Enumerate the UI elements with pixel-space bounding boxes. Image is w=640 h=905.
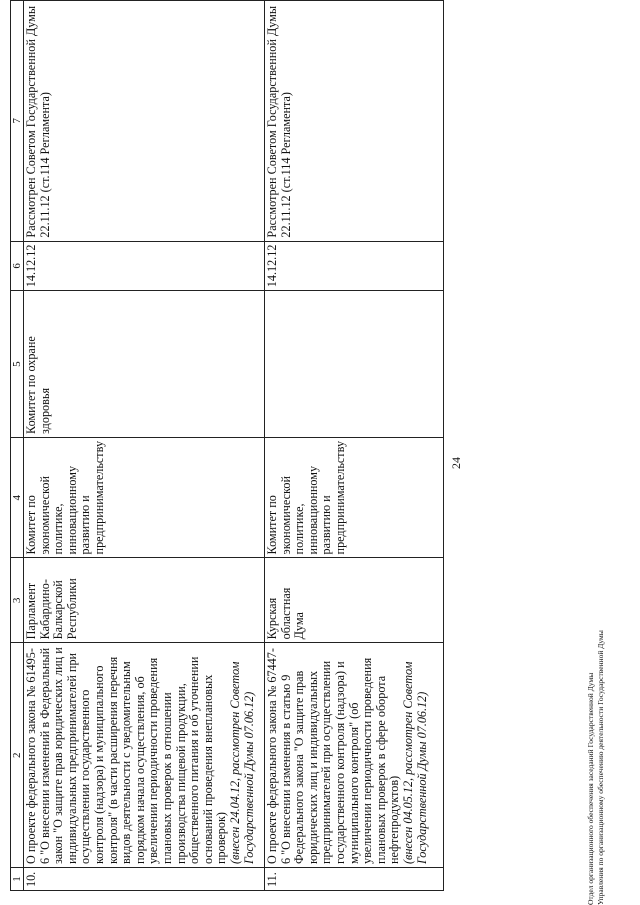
bills-table [10, 0, 444, 891]
row-number: 10. [24, 868, 265, 891]
review-date: 14.12.12 [265, 241, 444, 291]
column-header-3: 3 [11, 558, 24, 643]
column-header-6: 6 [11, 241, 24, 291]
page-number: 24 [449, 457, 463, 469]
bill-description: О проекте федерального закона № 67447-6 "О внесении изменения в статью 9 Федерального закона "О защите прав юридических лиц и индивидуальных предпринимателей при осуществлении государственного контроля (надзора) и муниципального контроля" (об увеличении периодичности проведения плановых проверок в сфере оборота нефтепродуктов) [265, 648, 402, 865]
column-header-4: 4 [11, 437, 24, 558]
row-number: 11. [265, 868, 444, 891]
bill-note: (внесен 24.04.12, рассмотрен Советом Государственной Думы 07.06.12) [227, 661, 256, 865]
initiator: Парламент Кабардино-Балкарской Республики [24, 558, 265, 643]
review-status: Рассмотрен Советом Государственной Думы 22.11.12 (ст.114 Регламента) [24, 1, 265, 242]
table-row [24, 1, 265, 891]
bill-description-cell [24, 643, 265, 868]
column-header-2: 2 [11, 643, 24, 868]
bill-description-cell [265, 643, 444, 868]
review-date: 14.12.12 [24, 241, 265, 291]
table-row [265, 1, 444, 891]
column-header-5: 5 [11, 291, 24, 438]
bill-note: (внесен 04.05.12, рассмотрен Советом Государственной Думы 07.06.12) [400, 661, 429, 865]
column-header-7: 7 [11, 1, 24, 242]
bill-description: О проекте федерального закона № 61495-6 "О внесении изменений в Федеральный закон "О защите прав юридических лиц и индивидуальных предпринимателей при осуществлении государственного контроля (надзора) и муниципального контроля" (в части расширения перечня видов деятельности с уведомительным порядком начала осуществления, об увеличении периодичности проведения плановых проверок в отношении производства пищевой продукции, общественного питания и об уточнении оснований проведения внеплановых проверок) [24, 647, 229, 865]
column-header-1: 1 [11, 868, 24, 891]
review-status: Рассмотрен Советом Государственной Думы 22.11.12 (ст.114 Регламента) [265, 1, 444, 242]
initiator: Курская областная Дума [265, 558, 444, 643]
co-executor-committee: Комитет по охране здоровья [24, 291, 265, 438]
column-number-row [11, 1, 24, 891]
footer-line: Отдел организационного обеспечения заседаний Государственной Думы [586, 672, 595, 905]
footer-line: Управления по организационному обеспечению деятельности Государственной Думы [596, 630, 605, 905]
co-executor-committee [265, 291, 444, 438]
footer [586, 630, 606, 905]
responsible-committee: Комитет по экономической политике, инновационному развитию и предпринимательству [24, 437, 265, 558]
responsible-committee: Комитет по экономической политике, инновационному развитию и предпринимательству [265, 437, 444, 558]
